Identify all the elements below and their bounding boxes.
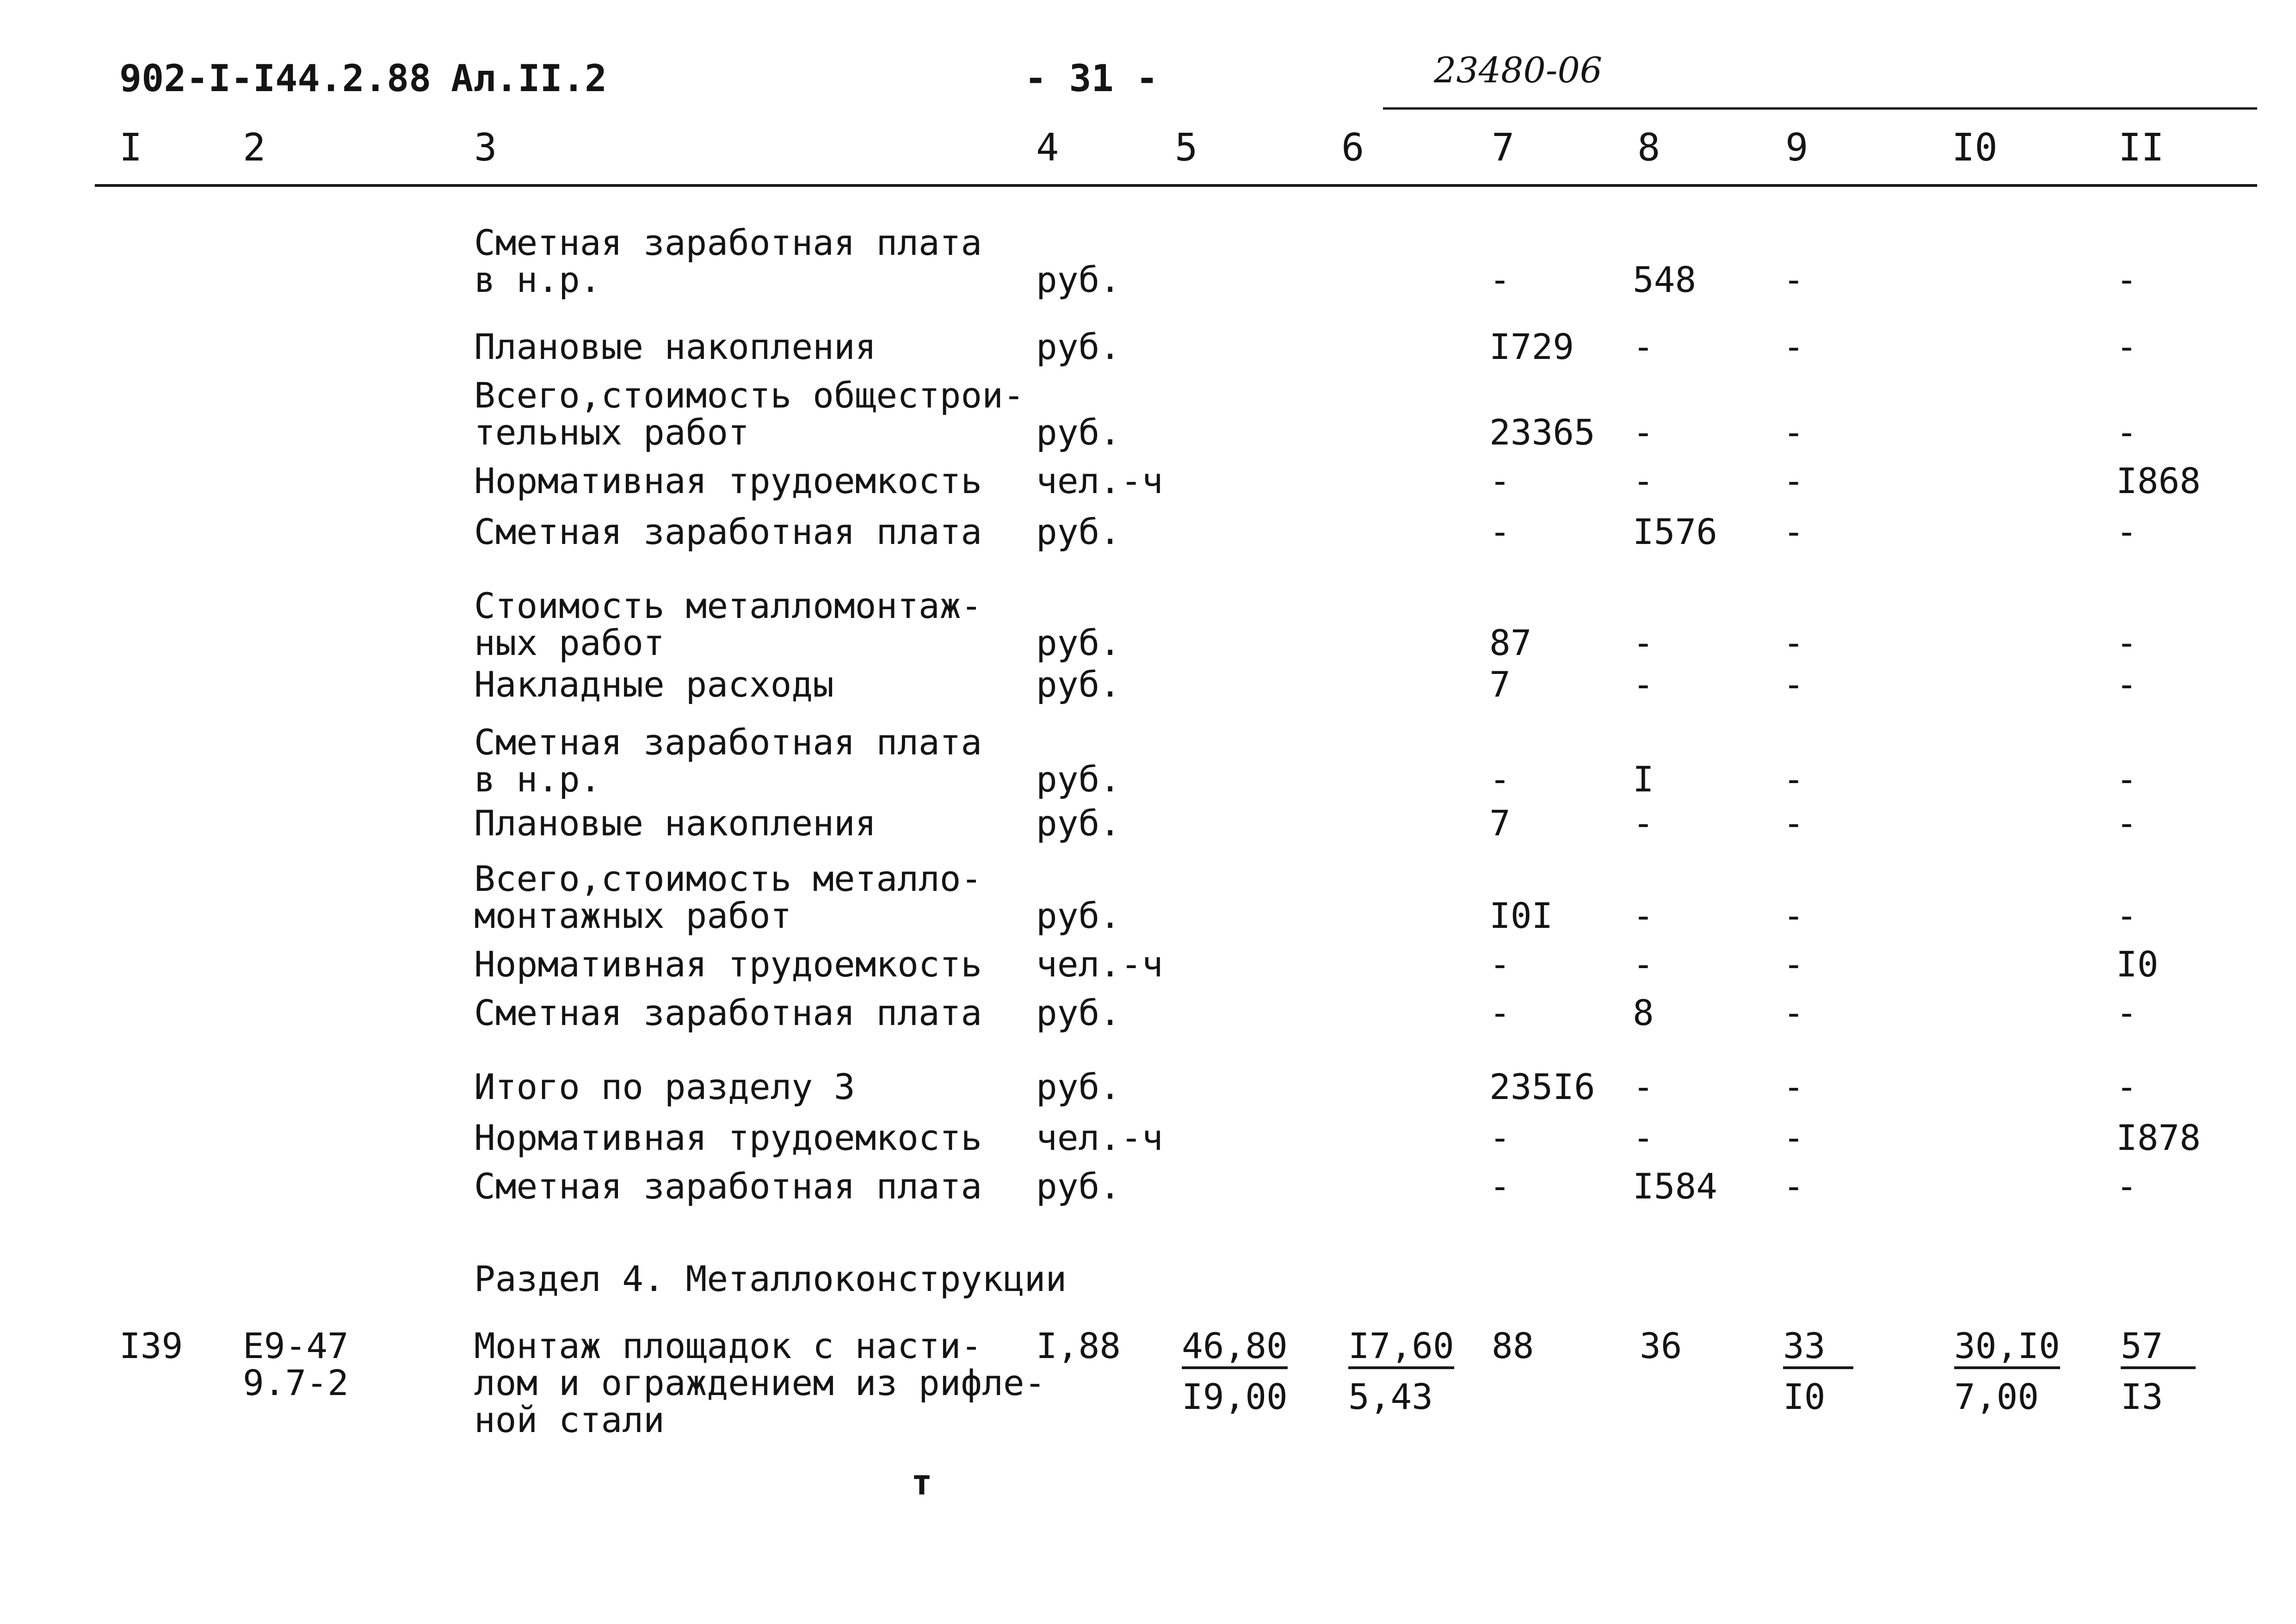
row-col9: -: [1783, 664, 1804, 705]
row-col11: I868: [2116, 460, 2201, 501]
item-col6-bottom: 5,43: [1348, 1376, 1433, 1417]
row-col8: -: [1633, 1066, 1654, 1107]
row-col7: -: [1489, 259, 1511, 300]
column-header-9: 9: [1785, 126, 1808, 170]
row-unit: руб.: [1036, 412, 1121, 453]
row-col11: -: [2116, 1166, 2137, 1207]
row-col8: 548: [1633, 259, 1697, 300]
row-col9: -: [1783, 803, 1804, 844]
row-col9: -: [1783, 759, 1804, 800]
row-col8: -: [1633, 412, 1654, 453]
column-header-4: 4: [1036, 126, 1059, 170]
row-col7: -: [1489, 460, 1511, 501]
item-col10-fraction: [1954, 1325, 2060, 1417]
row-col11: -: [2116, 412, 2137, 453]
row-name-continued: в н.р.: [474, 759, 601, 800]
row-col8: -: [1633, 944, 1654, 985]
column-header-1: I: [119, 126, 142, 170]
row-col7: -: [1489, 1117, 1511, 1158]
item-col10-top: 30,I0: [1954, 1328, 2060, 1369]
page-number: - 31 -: [1025, 57, 1158, 100]
item-name-1: Монтаж площадок с насти-: [474, 1325, 982, 1366]
item-col7: 88: [1492, 1325, 1534, 1366]
row-unit: руб.: [1036, 259, 1121, 300]
row-col11: -: [2116, 664, 2137, 705]
header-rule: [1383, 107, 2257, 110]
row-unit: руб.: [1036, 759, 1121, 800]
row-col9: -: [1783, 1166, 1804, 1207]
column-header-7: 7: [1492, 126, 1515, 170]
column-header-3: 3: [474, 126, 497, 170]
row-col11: -: [2116, 622, 2137, 663]
row-unit: руб.: [1036, 326, 1121, 367]
item-code-2: 9.7-2: [243, 1362, 349, 1403]
column-header-10: I0: [1952, 126, 1998, 170]
row-col9: -: [1783, 1066, 1804, 1107]
row-col11: -: [2116, 759, 2137, 800]
inventory-number: 23480-06: [1434, 49, 1603, 91]
column-header-6: 6: [1341, 126, 1364, 170]
row-col8: -: [1633, 622, 1654, 663]
row-col9: -: [1783, 622, 1804, 663]
row-col7: I729: [1489, 326, 1574, 367]
row-col7: -: [1489, 759, 1511, 800]
row-name: Нормативная трудоемкость: [474, 944, 982, 985]
row-col9: -: [1783, 326, 1804, 367]
item-code-1: Е9-47: [243, 1325, 349, 1366]
row-col9: -: [1783, 895, 1804, 936]
row-name: Сметная заработная плата: [474, 992, 982, 1033]
row-name: Нормативная трудоемкость: [474, 1117, 982, 1158]
row-col11: -: [2116, 992, 2137, 1033]
row-name: Плановые накопления: [474, 803, 876, 844]
row-col9: -: [1783, 259, 1804, 300]
row-col11: -: [2116, 895, 2137, 936]
row-col7: 23365: [1489, 412, 1595, 453]
table-head-rule: [95, 184, 2257, 187]
row-name: Сметная заработная плата: [474, 222, 982, 263]
row-name: Сметная заработная плата: [474, 1166, 982, 1207]
row-col7: -: [1489, 944, 1511, 985]
item-col6-fraction: [1348, 1325, 1454, 1417]
row-name-continued: монтажных работ: [474, 895, 792, 936]
row-unit: чел.-ч: [1036, 944, 1163, 985]
column-header-5: 5: [1175, 126, 1198, 170]
row-unit: руб.: [1036, 1166, 1121, 1207]
row-col9: -: [1783, 412, 1804, 453]
item-col6-top: I7,60: [1348, 1328, 1454, 1369]
row-col7: 7: [1489, 664, 1511, 705]
row-unit: руб.: [1036, 511, 1121, 552]
item-col9-bottom: I0: [1783, 1376, 1826, 1417]
row-col9: -: [1783, 944, 1804, 985]
row-col11: -: [2116, 803, 2137, 844]
row-col8: -: [1633, 895, 1654, 936]
item-col9-fraction: [1783, 1325, 1853, 1417]
row-unit: руб.: [1036, 622, 1121, 663]
row-name: Нормативная трудоемкость: [474, 460, 982, 501]
row-col9: -: [1783, 460, 1804, 501]
row-unit: руб.: [1036, 803, 1121, 844]
item-col10-bottom: 7,00: [1954, 1376, 2039, 1417]
row-col7: 87: [1489, 622, 1532, 663]
row-unit: руб.: [1036, 1066, 1121, 1107]
row-col9: -: [1783, 992, 1804, 1033]
column-header-11: II: [2118, 126, 2164, 170]
row-col8: 8: [1633, 992, 1654, 1033]
item-name-3: ной стали: [474, 1399, 665, 1440]
column-header-2: 2: [243, 126, 266, 170]
footer-mark: т: [911, 1462, 932, 1503]
row-unit: руб.: [1036, 895, 1121, 936]
item-number: I39: [119, 1325, 183, 1366]
row-col8: -: [1633, 803, 1654, 844]
item-col8: 36: [1640, 1325, 1682, 1366]
row-name: Стоимость металломонтаж-: [474, 585, 982, 626]
row-col9: -: [1783, 1117, 1804, 1158]
row-name-continued: ных работ: [474, 622, 665, 663]
item-col11-top: 57: [2121, 1328, 2196, 1369]
item-quantity: I,88: [1036, 1325, 1121, 1366]
item-name-2: лом и ограждением из рифле-: [474, 1362, 1046, 1403]
row-col8: I: [1633, 759, 1654, 800]
row-name-continued: тельных работ: [474, 412, 749, 453]
row-col11: I878: [2116, 1117, 2201, 1158]
row-name-continued: в н.р.: [474, 259, 601, 300]
row-col8: -: [1633, 460, 1654, 501]
row-col8: -: [1633, 1117, 1654, 1158]
row-col11: -: [2116, 511, 2137, 552]
row-col11: -: [2116, 1066, 2137, 1107]
sheet-label: Ал.II.2: [451, 57, 607, 100]
row-col11: -: [2116, 326, 2137, 367]
row-name: Накладные расходы: [474, 664, 834, 705]
row-col7: -: [1489, 511, 1511, 552]
row-col7: I0I: [1489, 895, 1553, 936]
item-col9-top: 33: [1783, 1328, 1853, 1369]
item-col5-fraction: [1182, 1325, 1288, 1417]
row-name: Плановые накопления: [474, 326, 876, 367]
item-col5-top: 46,80: [1182, 1328, 1288, 1369]
row-col7: 7: [1489, 803, 1511, 844]
row-col8: -: [1633, 326, 1654, 367]
row-col11: I0: [2116, 944, 2159, 985]
column-header-8: 8: [1637, 126, 1660, 170]
row-name: Сметная заработная плата: [474, 511, 982, 552]
row-unit: чел.-ч: [1036, 1117, 1163, 1158]
row-col8: -: [1633, 664, 1654, 705]
section-title: Раздел 4. Металлоконструкции: [474, 1258, 1067, 1299]
row-col9: -: [1783, 511, 1804, 552]
document-code: 902-I-I44.2.88: [119, 57, 432, 100]
item-col11-fraction: [2121, 1325, 2196, 1417]
row-unit: чел.-ч: [1036, 460, 1163, 501]
row-name: Сметная заработная плата: [474, 722, 982, 763]
row-col11: -: [2116, 259, 2137, 300]
row-name: Всего,стоимость общестрои-: [474, 375, 1025, 416]
row-col7: -: [1489, 1166, 1511, 1207]
item-col5-bottom: I9,00: [1182, 1376, 1288, 1417]
row-col8: I576: [1633, 511, 1718, 552]
row-col7: 235I6: [1489, 1066, 1595, 1107]
row-name: Всего,стоимость металло-: [474, 858, 982, 899]
row-name: Итого по разделу 3: [474, 1066, 855, 1107]
item-col11-bottom: I3: [2121, 1376, 2163, 1417]
row-col7: -: [1489, 992, 1511, 1033]
row-unit: руб.: [1036, 664, 1121, 705]
row-unit: руб.: [1036, 992, 1121, 1033]
row-col8: I584: [1633, 1166, 1718, 1207]
